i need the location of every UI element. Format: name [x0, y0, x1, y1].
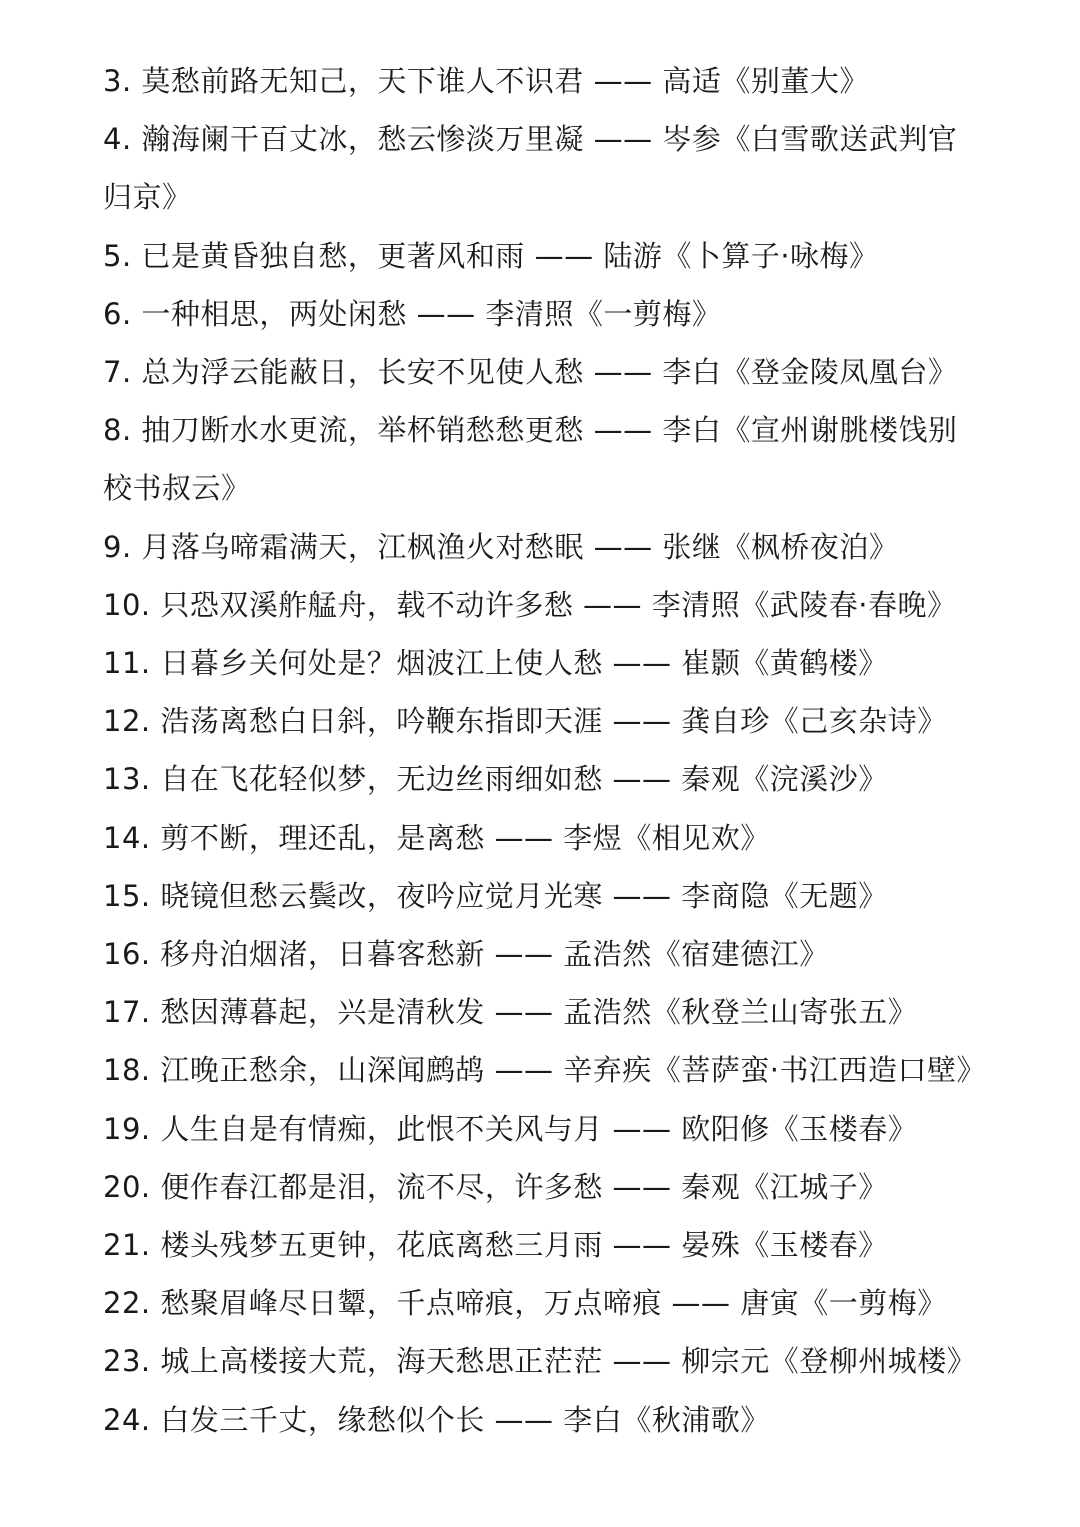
- poem-line-7: 7. 总为浮云能蔽日，长安不见使人愁 —— 李白《登金陵凤凰台》: [103, 355, 958, 390]
- poem-line-3: 3. 莫愁前路无知己，天下谁人不识君 —— 高适《别董大》: [103, 64, 869, 98]
- poem-line-11: 11. 日暮乡关何处是？烟波江上使人愁 —— 崔颢《黄鹤楼》: [103, 646, 888, 681]
- poem-line-21: 21. 楼头残梦五更钟，花底离愁三月雨 —— 晏殊《玉楼春》: [103, 1228, 888, 1263]
- poem-line-4: 4. 瀚海阑干百丈冰，愁云惨淡万里凝 —— 岑参《白雪歌送武判官归京》: [103, 122, 958, 215]
- poem-line-15: 15. 晓镜但愁云鬓改，夜吟应觉月光寒 —— 李商隐《无题》: [103, 878, 888, 913]
- poem-line-14: 14. 剪不断，理还乱，是离愁 —— 李煜《相见欢》: [103, 820, 770, 855]
- poem-line-10: 10. 只恐双溪舴艋舟，载不动许多愁 —— 李清照《武陵春·春晚》: [103, 587, 957, 622]
- poem-line-20: 20. 便作春江都是泪，流不尽，许多愁 —— 秦观《江城子》: [103, 1169, 888, 1204]
- poem-line-23: 23. 城上高楼接大荒，海天愁思正茫茫 —— 柳宗元《登柳州城楼》: [103, 1344, 977, 1379]
- poem-line-22: 22. 愁聚眉峰尽日颦，千点啼痕，万点啼痕 —— 唐寅《一剪梅》: [103, 1286, 947, 1321]
- poem-line-6: 6. 一种相思，两处闲愁 —— 李清照《一剪梅》: [103, 296, 722, 331]
- poem-line-17: 17. 愁因薄暮起，兴是清秋发 —— 孟浩然《秋登兰山寄张五》: [103, 995, 918, 1030]
- poem-line-8: 8. 抽刀断水水更流，举杯销愁愁更愁 —— 李白《宣州谢朓楼饯别校书叔云》: [103, 413, 958, 506]
- poem-line-13: 13. 自在飞花轻似梦，无边丝雨细如愁 —— 秦观《浣溪沙》: [103, 762, 888, 797]
- poem-line-16: 16. 移舟泊烟渚，日暮客愁新 —— 孟浩然《宿建德江》: [103, 937, 829, 972]
- poem-line-9: 9. 月落乌啼霜满天，江枫渔火对愁眠 —— 张继《枫桥夜泊》: [103, 529, 899, 564]
- poem-line-24: 24. 白发三千丈，缘愁似个长 —— 李白《秋浦歌》: [103, 1402, 770, 1437]
- poem-line-12: 12. 浩荡离愁白日斜，吟鞭东指即天涯 —— 龚自珍《己亥杂诗》: [103, 704, 947, 739]
- poem-line-18: 18. 江晚正愁余，山深闻鹧鸪 —— 辛弃疾《菩萨蛮·书江西造口壁》: [103, 1053, 986, 1088]
- poem-list: [103, 52, 986, 1449]
- poem-line-19: 19. 人生自是有情痴，此恨不关风与月 —— 欧阳修《玉楼春》: [103, 1111, 918, 1146]
- poem-line-5: 5. 已是黄昏独自愁，更著风和雨 —— 陆游《卜算子·咏梅》: [103, 238, 879, 273]
